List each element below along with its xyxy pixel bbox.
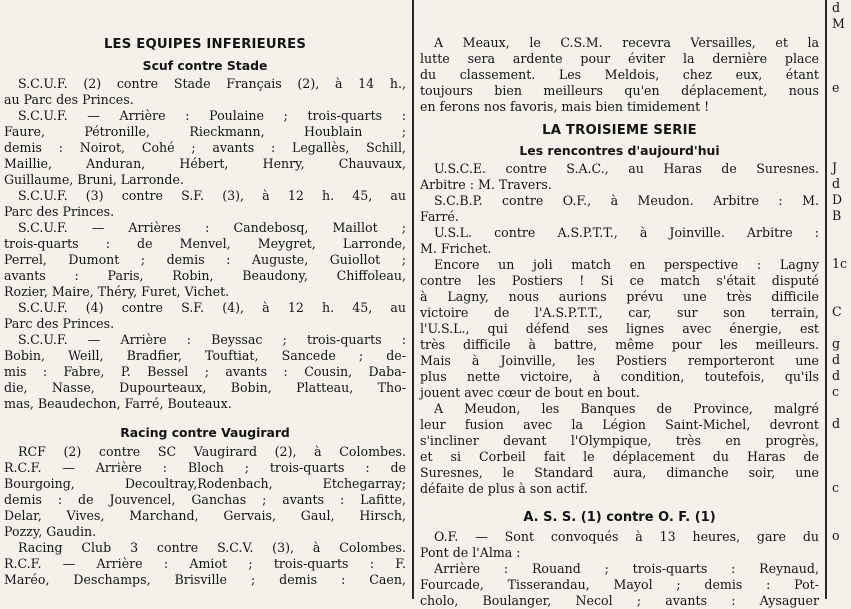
edge-fragment — [832, 512, 851, 528]
edge-fragment — [832, 64, 851, 80]
text-line: avants : Paris, Robin, Beaudony, Chiffoleau, — [4, 268, 406, 283]
edge-fragment — [832, 32, 851, 48]
left-column — [4, 0, 406, 599]
text-line: Arbitre : M. Travers. — [420, 177, 552, 192]
text-line: jouent avec cœur de bout en bout. — [420, 385, 640, 400]
edge-fragment: D — [832, 192, 843, 207]
edge-fragment — [832, 560, 851, 576]
edge-fragment: d — [832, 176, 841, 191]
paragraph — [420, 401, 819, 497]
section-heading: LA TROISIEME SERIE — [542, 123, 697, 138]
text-line: plus nette victoire, à condition, toutefois, qu'ils — [420, 369, 819, 384]
text-line: U.S.C.E. contre S.A.C., au Haras de Suresnes. — [434, 161, 819, 176]
text-line: Farré. — [420, 209, 459, 224]
text-line: A Meaux, le C.S.M. recevra Versailles, et la — [434, 35, 819, 50]
edge-fragment — [832, 320, 851, 336]
cropped-edge-column — [832, 0, 851, 599]
edge-fragment: B — [832, 208, 842, 223]
edge-fragment — [832, 496, 851, 512]
text-line: défaite de plus à son actif. — [420, 481, 588, 496]
edge-fragment: d — [832, 352, 841, 367]
edge-fragment: d — [832, 368, 841, 383]
edge-fragment: d — [832, 416, 841, 431]
text-line: Maillie, Anduran, Hébert, Henry, Chauvaux, — [4, 156, 406, 171]
text-line: S.C.U.F. — Arrière : Poulaine ; trois-quarts : — [18, 108, 406, 123]
text-line: M. Frichet. — [420, 241, 492, 256]
text-line: s'incliner devant l'Olympique, très en progrès, — [420, 433, 819, 448]
section-subheading: Racing contre Vaugirard — [120, 425, 290, 440]
text-line: au Parc des Princes. — [4, 92, 134, 107]
text-line: mis : Fabre, P. Bessel ; avants : Cousin, Daba- — [4, 364, 406, 379]
text-line: cholo, Boulanger, Necol ; avants : Aysaguer — [420, 593, 819, 608]
text-line: demis : de Jouvencel, Ganchas ; avants : Lafitte, — [4, 492, 406, 507]
text-line: Bobin, Weill, Bradfier, Touftiat, Sancede ; de- — [4, 348, 406, 363]
paragraph — [4, 76, 406, 108]
edge-fragment — [832, 432, 851, 448]
text-line: l'U.S.L., qui défend ses lignes avec énergie, est — [420, 321, 819, 336]
match-entry — [420, 161, 819, 193]
text-line: U.S.L. contre A.S.P.T.T., à Joinville. Arbitre : — [434, 225, 819, 240]
text-line: Pont de l'Alma : — [420, 545, 521, 560]
text-line: S.C.U.F. — Arrière : Beyssac ; trois-quarts : — [18, 332, 406, 347]
edge-fragment — [832, 48, 851, 64]
text-line: Racing Club 3 contre S.C.V. (3), à Colombes. — [18, 540, 406, 555]
column-rule — [412, 0, 414, 599]
section-heading: LES EQUIPES INFERIEURES — [103, 37, 307, 52]
edge-fragment — [832, 288, 851, 304]
paragraph — [420, 35, 819, 115]
edge-fragment — [832, 448, 851, 464]
text-line: S.C.U.F. — Arrières : Candebosq, Maillot ; — [18, 220, 406, 235]
text-line: trois-quarts : de Menvel, Meygret, Larronde, — [4, 236, 406, 251]
edge-fragment: c — [832, 480, 840, 495]
text-line: die, Nasse, Dupourteaux, Bobin, Platteau, Tho- — [4, 380, 406, 395]
text-line: demis : Noirot, Cohé ; avants : Legallès, Schill, — [4, 140, 406, 155]
text-line: Mais à Joinville, les Postiers remporteront une — [420, 353, 819, 368]
paragraph — [4, 444, 406, 540]
paragraph — [4, 332, 406, 412]
text-line: mas, Beaudechon, Farré, Bouteaux. — [4, 396, 232, 411]
text-line: Bourgoing, Decoultray,Rodenbach, Etchegarray; — [4, 476, 406, 491]
paragraph — [4, 220, 406, 300]
text-line: A Meudon, les Banques de Province, malgré — [434, 401, 819, 416]
edge-fragment: C — [832, 304, 842, 319]
edge-fragment — [832, 96, 851, 112]
text-line: R.C.F. — Arrière : Amiot ; trois-quarts : F. — [4, 556, 406, 571]
text-line: Arrière : Rouand ; trois-quarts : Reynaud, — [434, 561, 819, 576]
text-line: Rozier, Maire, Théry, Furet, Vichet. — [4, 284, 230, 299]
text-line: Pozzy, Gaudin. — [4, 524, 97, 539]
edge-fragment — [832, 400, 851, 416]
right-column — [420, 0, 819, 608]
text-line: lutte sera ardente pour éviter la dernière place — [420, 51, 819, 66]
section-subheading: A. S. S. (1) contre O. F. (1) — [523, 510, 716, 525]
text-line: S.C.U.F. (3) contre S.F. (3), à 12 h. 45, au — [18, 188, 406, 203]
text-line: contre les Postiers ! Si ce match s'était disputé — [420, 273, 819, 288]
text-line: victoire de l'A.S.P.T.T., car, sur son terrain, — [420, 305, 819, 320]
paragraph — [4, 188, 406, 220]
text-line: Delar, Vives, Marchand, Gervais, Gaul, Hirsch, — [4, 508, 406, 523]
edge-fragment — [832, 144, 851, 160]
edge-fragment — [832, 128, 851, 144]
paragraph — [420, 257, 819, 401]
text-line: Parc des Princes. — [4, 204, 115, 219]
section-subheading: Les rencontres d'aujourd'hui — [519, 143, 720, 158]
edge-fragment: o — [832, 528, 840, 543]
edge-fragment — [832, 272, 851, 288]
edge-fragment — [832, 576, 851, 592]
text-line: O.F. — Sont convoqués à 13 heures, gare du — [434, 529, 819, 544]
text-line: du classement. Les Meldois, chez eux, étant — [420, 67, 819, 82]
edge-fragment — [832, 592, 851, 608]
text-line: Encore un joli match en perspective : Lagny — [434, 257, 819, 272]
column-rule — [825, 0, 827, 599]
text-line: Maréo, Deschamps, Brisville ; demis : Caen, — [4, 572, 406, 587]
paragraph — [4, 108, 406, 188]
text-line: S.C.U.F. (2) contre Stade Français (2), à 14 h., — [18, 76, 406, 91]
edge-fragment: M — [832, 16, 845, 31]
text-line: Faure, Pétronille, Rieckmann, Houblain ; — [4, 124, 406, 139]
text-line: Perrel, Dumont ; demis : Auguste, Guiollot ; — [4, 252, 406, 267]
edge-fragment: 1c — [832, 256, 848, 271]
text-line: très difficile à battre, même pour les meilleurs. — [420, 337, 819, 352]
text-line: leur fusion avec la Légion Saint-Michel, devront — [420, 417, 819, 432]
edge-fragment — [832, 240, 851, 256]
text-line: S.C.U.F. (4) contre S.F. (4), à 12 h. 45, au — [18, 300, 406, 315]
text-line: à Lagny, nous aurions prévu une très difficile — [420, 289, 819, 304]
text-line: et si Corbeil fait le déplacement du Haras de — [420, 449, 819, 464]
edge-fragment: J — [832, 160, 838, 175]
text-line: Parc des Princes. — [4, 316, 115, 331]
text-line: S.C.B.P. contre O.F., à Meudon. Arbitre : M. — [434, 193, 819, 208]
section-subheading: Scuf contre Stade — [142, 58, 268, 73]
edge-fragment — [832, 464, 851, 480]
text-line: Guillaume, Bruni, Larronde. — [4, 172, 184, 187]
match-entry — [420, 225, 819, 257]
paragraph — [4, 540, 406, 588]
paragraph — [4, 300, 406, 332]
edge-fragment: d — [832, 0, 841, 15]
edge-fragment: e — [832, 80, 840, 95]
edge-fragment — [832, 544, 851, 560]
paragraph — [420, 529, 819, 609]
text-line: RCF (2) contre SC Vaugirard (2), à Colombes. — [18, 444, 406, 459]
text-line: Suresnes, le Standard aura, dimanche soir, une — [420, 465, 819, 480]
match-entry — [420, 193, 819, 225]
edge-fragment — [832, 224, 851, 240]
edge-fragment: c — [832, 384, 840, 399]
text-line: Fourcade, Tisserandau, Mayol ; demis : Pot- — [420, 577, 819, 592]
edge-fragment — [832, 112, 851, 128]
text-line: toujours bien meilleurs qu'en déplacement, nous — [420, 83, 819, 98]
edge-fragment: g — [832, 336, 841, 351]
text-line: R.C.F. — Arrière : Bloch ; trois-quarts : de — [4, 460, 406, 475]
text-line: en ferons nos favoris, mais bien timidement ! — [420, 99, 710, 114]
